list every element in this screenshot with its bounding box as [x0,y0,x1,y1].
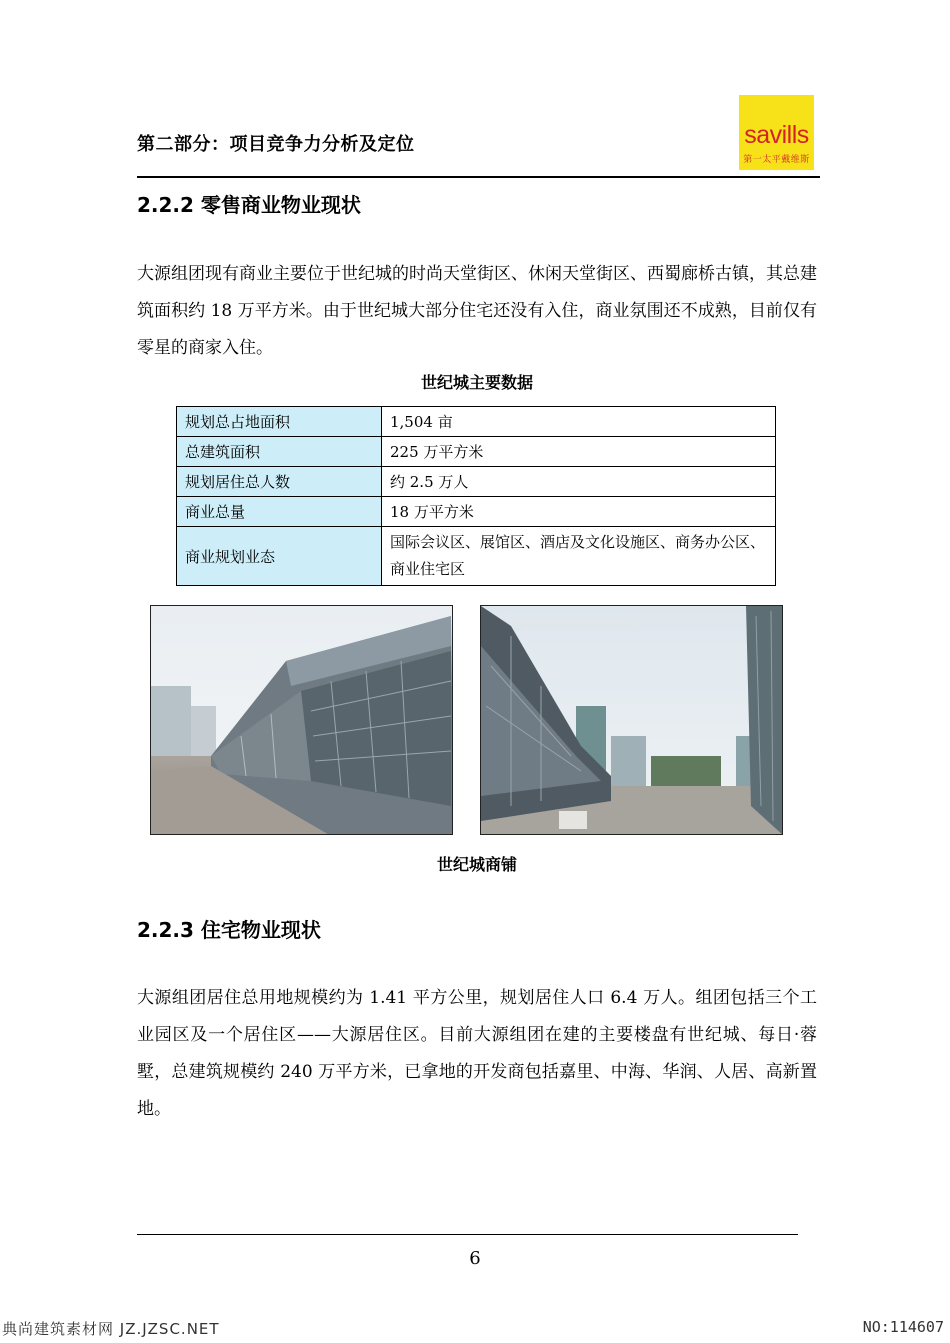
table-value-cell: 国际会议区、展馆区、酒店及文化设施区、商务办公区、商业住宅区 [382,527,776,586]
table-label-cell: 总建筑面积 [177,437,382,467]
savills-logo [739,95,814,170]
table-value-cell: 18 万平方米 [382,497,776,527]
table-row [177,437,776,467]
table-row [177,497,776,527]
residential-paragraph: 大源组团居住总用地规模约为 1.41 平方公里，规划居住人口 6.4 万人。组团包括三个工业园区及一个居住区——大源居住区。目前大源组团在建的主要楼盘有世纪城、每日·蓉墅，总建筑规模约 240 万平方米，已拿地的开发商包括嘉里、中海、华润、人居、高新置地。 [137,988,817,1119]
storefront-photo-left [150,605,453,835]
section-heading-retail: 2.2.2 零售商业物业现状 [137,193,361,217]
page-header-title: 第二部分：项目竞争力分析及定位 [137,134,415,155]
table-label-cell: 商业规划业态 [177,527,382,586]
table-label-cell: 规划总占地面积 [177,407,382,437]
section-heading-residential: 2.2.3 住宅物业现状 [137,918,321,942]
photo-caption: 世纪城商铺 [436,855,517,874]
watermark-site: 典尚建筑素材网 JZ.JZSC.NET [2,1320,220,1338]
logo-wordmark: savills [744,121,809,149]
table-value-cell: 约 2.5 万人 [382,467,776,497]
watermark-number: NO:114607 [862,1318,944,1336]
table-row [177,407,776,437]
storefront-photo-right [480,605,783,835]
table-value-cell: 1,504 亩 [382,407,776,437]
page-number: 6 [469,1248,481,1269]
century-city-data-table [176,406,776,586]
retail-paragraph: 大源组团现有商业主要位于世纪城的时尚天堂街区、休闲天堂街区、西蜀廊桥古镇，其总建筑面积约 18 万平方米。由于世纪城大部分住宅还没有入住，商业氛围还不成熟，目前仅有零星的商家入住。 [137,264,817,358]
table-label-cell: 规划居住总人数 [177,467,382,497]
table-value-cell: 225 万平方米 [382,437,776,467]
logo-subtitle: 第一太平戴维斯 [743,155,810,165]
header-divider [137,176,820,178]
table-caption: 世纪城主要数据 [420,373,533,392]
table-label-cell: 商业总量 [177,497,382,527]
table-row [177,527,776,586]
table-row [177,467,776,497]
footer-divider [137,1234,798,1235]
